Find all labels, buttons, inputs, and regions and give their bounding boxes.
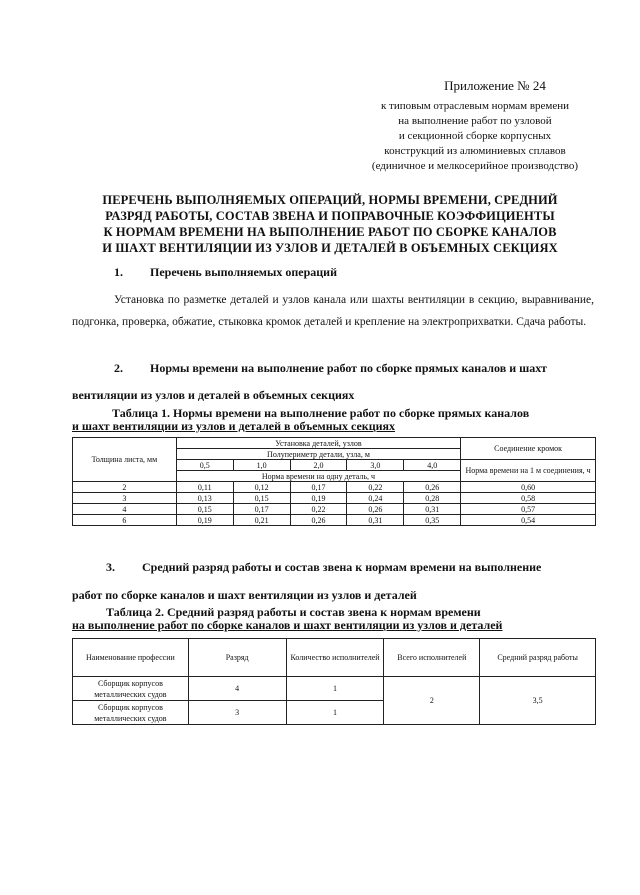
section-2-heading-line (72, 358, 594, 379)
table-row (73, 482, 596, 493)
value-cell: 0,15 (233, 493, 290, 504)
table-row (73, 504, 596, 515)
header-install: Установка деталей, узлов (176, 438, 460, 449)
perimeter-cell: 2,0 (290, 460, 347, 471)
thickness-cell: 6 (73, 515, 177, 526)
norms-table (72, 437, 596, 526)
header-thickness: Толщина листа, мм (73, 438, 177, 482)
section-2-heading-text: Нормы времени на выполнение работ по сборке прямых каналов и шахт (150, 361, 547, 375)
value-cell: 0,31 (347, 515, 404, 526)
table-1-caption (72, 407, 594, 433)
appendix-line: и секционной сборке корпусных (398, 130, 552, 142)
joint-cell: 0,58 (461, 493, 596, 504)
value-cell: 0,22 (290, 504, 347, 515)
table-header-row (73, 438, 596, 449)
joint-cell: 0,57 (461, 504, 596, 515)
joint-cell: 0,60 (461, 482, 596, 493)
appendix-line: конструкций из алюминиевых сплавов (384, 145, 566, 157)
thickness-cell: 4 (73, 504, 177, 515)
section-1-heading (114, 262, 337, 283)
title-line: И ШАХТ ВЕНТИЛЯЦИИ ИЗ УЗЛОВ И ДЕТАЛЕЙ В ОБЪЕМНЫХ СЕКЦИЯХ (102, 241, 558, 255)
header-perimeter: Полупериметр детали, узла, м (176, 449, 460, 460)
header-joint: Соединение кромок (461, 438, 596, 460)
section-3-heading-line-2: работ по сборке каналов и шахт вентиляции из узлов и деталей (72, 588, 417, 602)
value-cell: 0,12 (233, 482, 290, 493)
value-cell: 0,21 (233, 515, 290, 526)
table-row (73, 493, 596, 504)
value-cell: 0,19 (176, 515, 233, 526)
grade-cell: 4 (188, 677, 286, 701)
appendix-line: на выполнение работ по узловой (398, 115, 552, 127)
section-3-number: 3. (106, 560, 115, 574)
table-2-caption-line: Таблица 2. Средний разряд работы и состав звена к нормам времени (106, 605, 481, 619)
count-cell: 1 (286, 677, 384, 701)
grade-cell: 3 (188, 701, 286, 725)
appendix-line: к типовым отраслевым нормам времени (380, 100, 570, 112)
table-1-caption-line: Таблица 1. Нормы времени на выполнение работ по сборке прямых каналов (112, 406, 530, 420)
value-cell: 0,31 (404, 504, 461, 515)
header-grade: Разряд (188, 639, 286, 677)
value-cell: 0,22 (347, 482, 404, 493)
profession-cell: Сборщик корпусов металлических судов (73, 677, 189, 701)
section-1-number: 1. (114, 265, 123, 279)
value-cell: 0,24 (347, 493, 404, 504)
value-cell: 0,26 (347, 504, 404, 515)
document-title (70, 192, 590, 256)
table-header-row (73, 639, 596, 677)
value-cell: 0,15 (176, 504, 233, 515)
profession-cell: Сборщик корпусов металлических судов (73, 701, 189, 725)
count-cell: 1 (286, 701, 384, 725)
value-cell: 0,17 (290, 482, 347, 493)
title-line: К НОРМАМ ВРЕМЕНИ НА ВЫПОЛНЕНИЕ РАБОТ ПО СБОРКЕ КАНАЛОВ (103, 225, 557, 239)
title-line: РАЗРЯД РАБОТЫ, СОСТАВ ЗВЕНА И ПОПРАВОЧНЫЕ КОЭФФИЦИЕНТЫ (105, 209, 555, 223)
appendix-header (330, 78, 620, 174)
perimeter-cell: 0,5 (176, 460, 233, 471)
thickness-cell: 2 (73, 482, 177, 493)
perimeter-cell: 4,0 (404, 460, 461, 471)
title-line: ПЕРЕЧЕНЬ ВЫПОЛНЯЕМЫХ ОПЕРАЦИЙ, НОРМЫ ВРЕМЕНИ, СРЕДНИЙ (102, 193, 558, 207)
section-3-heading (72, 557, 594, 606)
table-row (73, 515, 596, 526)
value-cell: 0,35 (404, 515, 461, 526)
value-cell: 0,13 (176, 493, 233, 504)
header-profession: Наименование профессии (73, 639, 189, 677)
value-cell: 0,28 (404, 493, 461, 504)
total-cell: 2 (384, 677, 480, 725)
thickness-cell: 3 (73, 493, 177, 504)
joint-cell: 0,54 (461, 515, 596, 526)
value-cell: 0,19 (290, 493, 347, 504)
perimeter-cell: 3,0 (347, 460, 404, 471)
appendix-line: (единичное и мелкосерийное производство) (371, 160, 579, 172)
section-3-heading-line (72, 557, 594, 578)
avg-grade-cell: 3,5 (480, 677, 596, 725)
section-1-title: Перечень выполняемых операций (150, 265, 337, 279)
value-cell: 0,26 (404, 482, 461, 493)
table-row (73, 677, 596, 701)
crew-table (72, 638, 596, 725)
header-avg-grade: Средний разряд работы (480, 639, 596, 677)
header-total: Всего исполнителей (384, 639, 480, 677)
perimeter-cell: 1,0 (233, 460, 290, 471)
header-joint-norm: Норма времени на 1 м соединения, ч (461, 460, 596, 482)
value-cell: 0,17 (233, 504, 290, 515)
appendix-number: Приложение № 24 (444, 78, 546, 93)
value-cell: 0,11 (176, 482, 233, 493)
section-2-heading (72, 358, 594, 406)
table-2-caption-line-2: на выполнение работ по сборке каналов и шахт вентиляции из узлов и деталей (72, 618, 503, 632)
section-3-heading-text: Средний разряд работы и состав звена к нормам времени на выполнение (142, 560, 542, 574)
section-2-number: 2. (114, 361, 123, 375)
value-cell: 0,26 (290, 515, 347, 526)
header-count: Количество исполнителей (286, 639, 384, 677)
section-2-heading-line-2: вентиляции из узлов и деталей в объемных секциях (72, 388, 355, 402)
section-1-text: Установка по разметке деталей и узлов канала или шахты вентиляции в секцию, выравнивание, подгонка, проверка, обжатие, стыковка кромок деталей и крепление на электроприхватки. Сдача работы. (72, 294, 594, 328)
header-norm-per-part: Норма времени на одну деталь, ч (176, 471, 460, 482)
table-2-caption (72, 606, 594, 632)
table-1-caption-line-2: и шахт вентиляции из узлов и деталей в объемных секциях (72, 419, 396, 433)
